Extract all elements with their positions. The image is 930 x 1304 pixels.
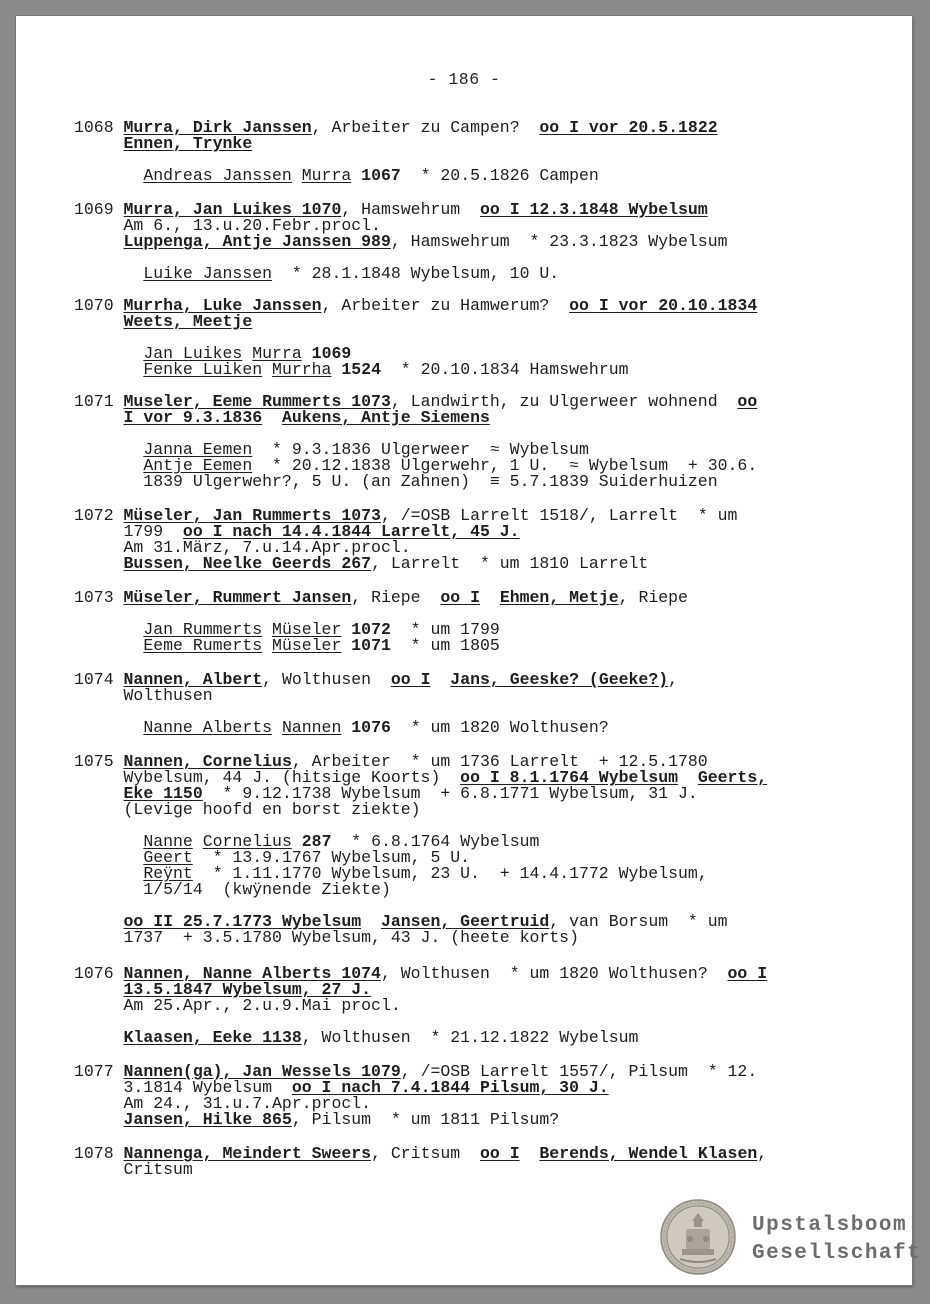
child-name: Müseler xyxy=(272,620,342,639)
entry-text: Critsum xyxy=(74,1160,193,1179)
name-link: oo I vor 20.10.1834 xyxy=(569,296,758,315)
entry-text: 1068 xyxy=(74,118,124,137)
name-link: Nannen, Nanne Alberts 1074 xyxy=(123,964,381,983)
entry-text xyxy=(74,718,143,737)
entry-text: * um 1805 xyxy=(390,636,500,655)
child-name: Jan Luikes xyxy=(143,344,243,363)
entry-text xyxy=(272,718,282,737)
upstalsboom-seal-icon xyxy=(660,1199,736,1280)
name-link: Luppenga, Antje Janssen 989 xyxy=(123,232,391,251)
name-link: Aukens, Antje Siemens xyxy=(281,408,490,427)
entry-line xyxy=(74,590,688,607)
ref-number: 287 xyxy=(301,832,332,851)
entry-line xyxy=(74,1162,193,1179)
entry-text xyxy=(262,360,272,379)
entry-text xyxy=(520,1144,540,1163)
page-number: - 186 - xyxy=(427,70,501,89)
entry-text: 1078 xyxy=(74,1144,124,1163)
name-link: Klaasen, Eeke 1138 xyxy=(123,1028,302,1047)
entry-text xyxy=(262,408,282,427)
child-name: Luike Janssen xyxy=(143,264,273,283)
entry-text: 1737 + 3.5.1780 Wybelsum, 43 J. (heete korts) xyxy=(74,928,579,947)
name-link: Nannen, Cornelius xyxy=(123,752,292,771)
name-link: Murrha, Luke Janssen xyxy=(123,296,322,315)
entry-text: * 6.8.1764 Wybelsum xyxy=(331,832,540,851)
entry-text: , Wolthusen * 21.12.1822 Wybelsum xyxy=(301,1028,639,1047)
entry-text: Wolthusen xyxy=(74,686,213,705)
entry-text: * 20.10.1834 Hamswehrum xyxy=(380,360,629,379)
entry-line xyxy=(74,362,629,379)
name-link: oo I vor 20.5.1822 xyxy=(539,118,718,137)
entry-text xyxy=(74,408,124,427)
entry-text: (Levige hoofd en borst ziekte) xyxy=(74,800,421,819)
entry-text: * 9.3.1836 Ulgerweer ≈ Wybelsum xyxy=(252,440,589,459)
child-name: Andreas Janssen xyxy=(143,166,292,185)
child-name: Reÿnt xyxy=(143,864,193,883)
name-link: oo I 8.1.1764 Wybelsum xyxy=(460,768,679,787)
name-link: Murra, Dirk Janssen xyxy=(123,118,312,137)
name-link: oo I nach 7.4.1844 Pilsum, 30 J. xyxy=(291,1078,609,1097)
entry-text xyxy=(74,312,124,331)
name-link: Weets, Meetje xyxy=(123,312,253,331)
entry-text: , Arbeiter zu Campen? xyxy=(311,118,540,137)
ref-number: 1524 xyxy=(341,360,381,379)
entry-line xyxy=(74,474,718,491)
ref-number: 1067 xyxy=(361,166,401,185)
name-link: Nannen, Albert xyxy=(123,670,263,689)
entry-text: , Pilsum * um 1811 Pilsum? xyxy=(291,1110,560,1129)
child-name: Murra xyxy=(252,344,302,363)
name-link: Nannen(ga), Jan Wessels 1079 xyxy=(123,1062,401,1081)
entry-text: 1071 xyxy=(74,392,124,411)
entry-text: , Hamswehrum * 23.3.1823 Wybelsum xyxy=(390,232,728,251)
entry-text: , Riepe xyxy=(618,588,688,607)
child-name: Nanne Alberts xyxy=(143,718,273,737)
entry-text xyxy=(351,166,361,185)
entry-text: Am 25.Apr., 2.u.9.Mai procl. xyxy=(74,996,401,1015)
entry-text: , Larrelt * um 1810 Larrelt xyxy=(371,554,649,573)
entry-text xyxy=(74,554,124,573)
name-link: I vor 9.3.1836 xyxy=(123,408,263,427)
child-name: Nanne xyxy=(143,832,193,851)
name-link: Müseler, Rummert Jansen xyxy=(123,588,352,607)
name-link: Museler, Eeme Rummerts 1073 xyxy=(123,392,391,411)
entry-text xyxy=(74,360,143,379)
entry-text: 1070 xyxy=(74,296,124,315)
name-link: 13.5.1847 Wybelsum, 27 J. xyxy=(123,980,372,999)
name-link: oo xyxy=(737,392,758,411)
entry-text: Am 31.März, 7.u.14.Apr.procl. xyxy=(74,538,411,557)
child-name: Cornelius xyxy=(202,832,292,851)
entry-text: Wybelsum, 44 J. (hitsige Koorts) xyxy=(74,768,461,787)
entry-text: , xyxy=(668,670,679,689)
child-name: Janna Eemen xyxy=(143,440,253,459)
society-name-line1: Upstalsboom xyxy=(752,1214,908,1237)
name-link: oo I xyxy=(440,588,480,607)
entry-text xyxy=(74,232,124,251)
child-name: Nannen xyxy=(281,718,342,737)
entry-text xyxy=(74,636,143,655)
entry-line xyxy=(74,638,500,655)
entry-line xyxy=(74,1030,638,1047)
entry-text xyxy=(430,670,450,689)
entry-text: , /=OSB Larrelt 1557/, Pilsum * 12. xyxy=(400,1062,758,1081)
name-link: Nannenga, Meindert Sweers xyxy=(123,1144,372,1163)
entry-text xyxy=(74,134,124,153)
entry-line xyxy=(74,410,490,427)
entry-line xyxy=(74,688,213,705)
entry-text: , /=OSB Larrelt 1518/, Larrelt * um xyxy=(380,506,738,525)
entry-text: * 20.12.1838 Ulgerwehr, 1 U. ≈ Wybelsum + 30.6. xyxy=(252,456,758,475)
name-link: Jansen, Hilke 865 xyxy=(123,1110,292,1129)
name-link: oo II 25.7.1773 Wybelsum xyxy=(123,912,362,931)
name-link: oo I xyxy=(727,964,768,983)
child-name: Fenke Luiken xyxy=(143,360,263,379)
entry-text: * 13.9.1767 Wybelsum, 5 U. xyxy=(192,848,471,867)
entry-text xyxy=(74,1110,124,1129)
name-link: Bussen, Neelke Geerds 267 xyxy=(123,554,372,573)
child-name: Eeme Rumerts xyxy=(143,636,263,655)
entry-text: 1/5/14 (kwÿnende Ziekte) xyxy=(74,880,391,899)
entry-text: 1072 xyxy=(74,506,124,525)
entry-text: * 9.12.1738 Wybelsum + 6.8.1771 Wybelsum, 31 J. xyxy=(202,784,698,803)
name-link: Murra, Jan Luikes 1070 xyxy=(123,200,342,219)
entry-line xyxy=(74,720,609,737)
entry-line xyxy=(74,234,728,251)
entry-text xyxy=(341,636,351,655)
entry-line xyxy=(74,556,648,573)
ref-number: 1072 xyxy=(351,620,391,639)
name-link: oo I xyxy=(479,1144,520,1163)
entry-text: * 1.11.1770 Wybelsum, 23 U. + 14.4.1772 Wybelsum, xyxy=(192,864,708,883)
entry-line xyxy=(74,266,559,283)
name-link: Berends, Wendel Klasen xyxy=(539,1144,758,1163)
entry-text: , Wolthusen * um 1820 Wolthusen? xyxy=(380,964,728,983)
entry-text xyxy=(480,588,500,607)
entry-text: , Hamswehrum xyxy=(341,200,480,219)
entry-text xyxy=(262,636,272,655)
entry-text: , Landwirth, zu Ulgerweer wohnend xyxy=(390,392,738,411)
entry-text: , van Borsum * um xyxy=(549,912,728,931)
entry-text: , Arbeiter * um 1736 Larrelt + 12.5.1780 xyxy=(291,752,708,771)
name-link: oo I nach 14.4.1844 Larrelt, 45 J. xyxy=(182,522,520,541)
entry-text: 1069 xyxy=(74,200,124,219)
child-name: Murrha xyxy=(272,360,332,379)
child-name: Jan Rummerts xyxy=(143,620,263,639)
name-link: Eke 1150 xyxy=(123,784,203,803)
society-name-line2: Gesellschaft xyxy=(752,1242,922,1265)
entry-text: , Arbeiter zu Hamwerum? xyxy=(321,296,570,315)
entry-text: 1076 xyxy=(74,964,124,983)
entry-text xyxy=(74,264,143,283)
entry-text: * 20.5.1826 Campen xyxy=(400,166,599,185)
entry-text: 1073 xyxy=(74,588,124,607)
entry-line xyxy=(74,136,252,153)
name-link: Müseler, Jan Rummerts 1073 xyxy=(123,506,381,525)
entry-line xyxy=(74,168,599,185)
name-link: Geerts, xyxy=(697,768,768,787)
entry-text: Am 24., 31.u.7.Apr.procl. xyxy=(74,1094,372,1113)
entry-text: Am 6., 13.u.20.Febr.procl. xyxy=(74,216,381,235)
entry-text: , Critsum xyxy=(371,1144,480,1163)
ref-number: 1071 xyxy=(351,636,391,655)
entry-line xyxy=(74,930,579,947)
child-name: Antje Eemen xyxy=(143,456,253,475)
entry-text: , xyxy=(757,1144,768,1163)
entry-text: 1075 xyxy=(74,752,124,771)
entry-line xyxy=(74,314,252,331)
entry-text xyxy=(292,166,302,185)
entry-line xyxy=(74,802,421,819)
name-link: Ehmen, Metje xyxy=(499,588,619,607)
name-link: oo I xyxy=(390,670,431,689)
entry-text: 1799 xyxy=(74,522,183,541)
entry-text: 3.1814 Wybelsum xyxy=(74,1078,292,1097)
entry-text: * 28.1.1848 Wybelsum, 10 U. xyxy=(272,264,560,283)
entry-text: 1074 xyxy=(74,670,124,689)
entry-text: , Riepe xyxy=(351,588,441,607)
entry-text: 1077 xyxy=(74,1062,124,1081)
entry-line xyxy=(74,882,391,899)
child-name: Murra xyxy=(301,166,352,185)
entry-text xyxy=(74,166,143,185)
entry-line xyxy=(74,1112,559,1129)
entry-text: * um 1820 Wolthusen? xyxy=(390,718,609,737)
entry-line xyxy=(74,998,401,1015)
entry-text xyxy=(341,718,351,737)
name-link: Jans, Geeske? (Geeke?) xyxy=(450,670,669,689)
entry-text: , Wolthusen xyxy=(262,670,391,689)
document-page xyxy=(16,16,922,1285)
entry-text xyxy=(74,1028,124,1047)
child-name: Müseler xyxy=(272,636,342,655)
name-link: oo I 12.3.1848 Wybelsum xyxy=(479,200,708,219)
name-link: Ennen, Trynke xyxy=(123,134,253,153)
ref-number: 1076 xyxy=(351,718,391,737)
entry-text xyxy=(331,360,341,379)
entry-text: * um 1799 xyxy=(390,620,500,639)
child-name: Geert xyxy=(143,848,193,867)
name-link: Jansen, Geertruid xyxy=(380,912,550,931)
entry-text: 1839 Ulgerwehr?, 5 U. (an Zahnen) ≡ 5.7.1839 Suiderhuizen xyxy=(74,472,718,491)
ref-number: 1069 xyxy=(311,344,352,363)
